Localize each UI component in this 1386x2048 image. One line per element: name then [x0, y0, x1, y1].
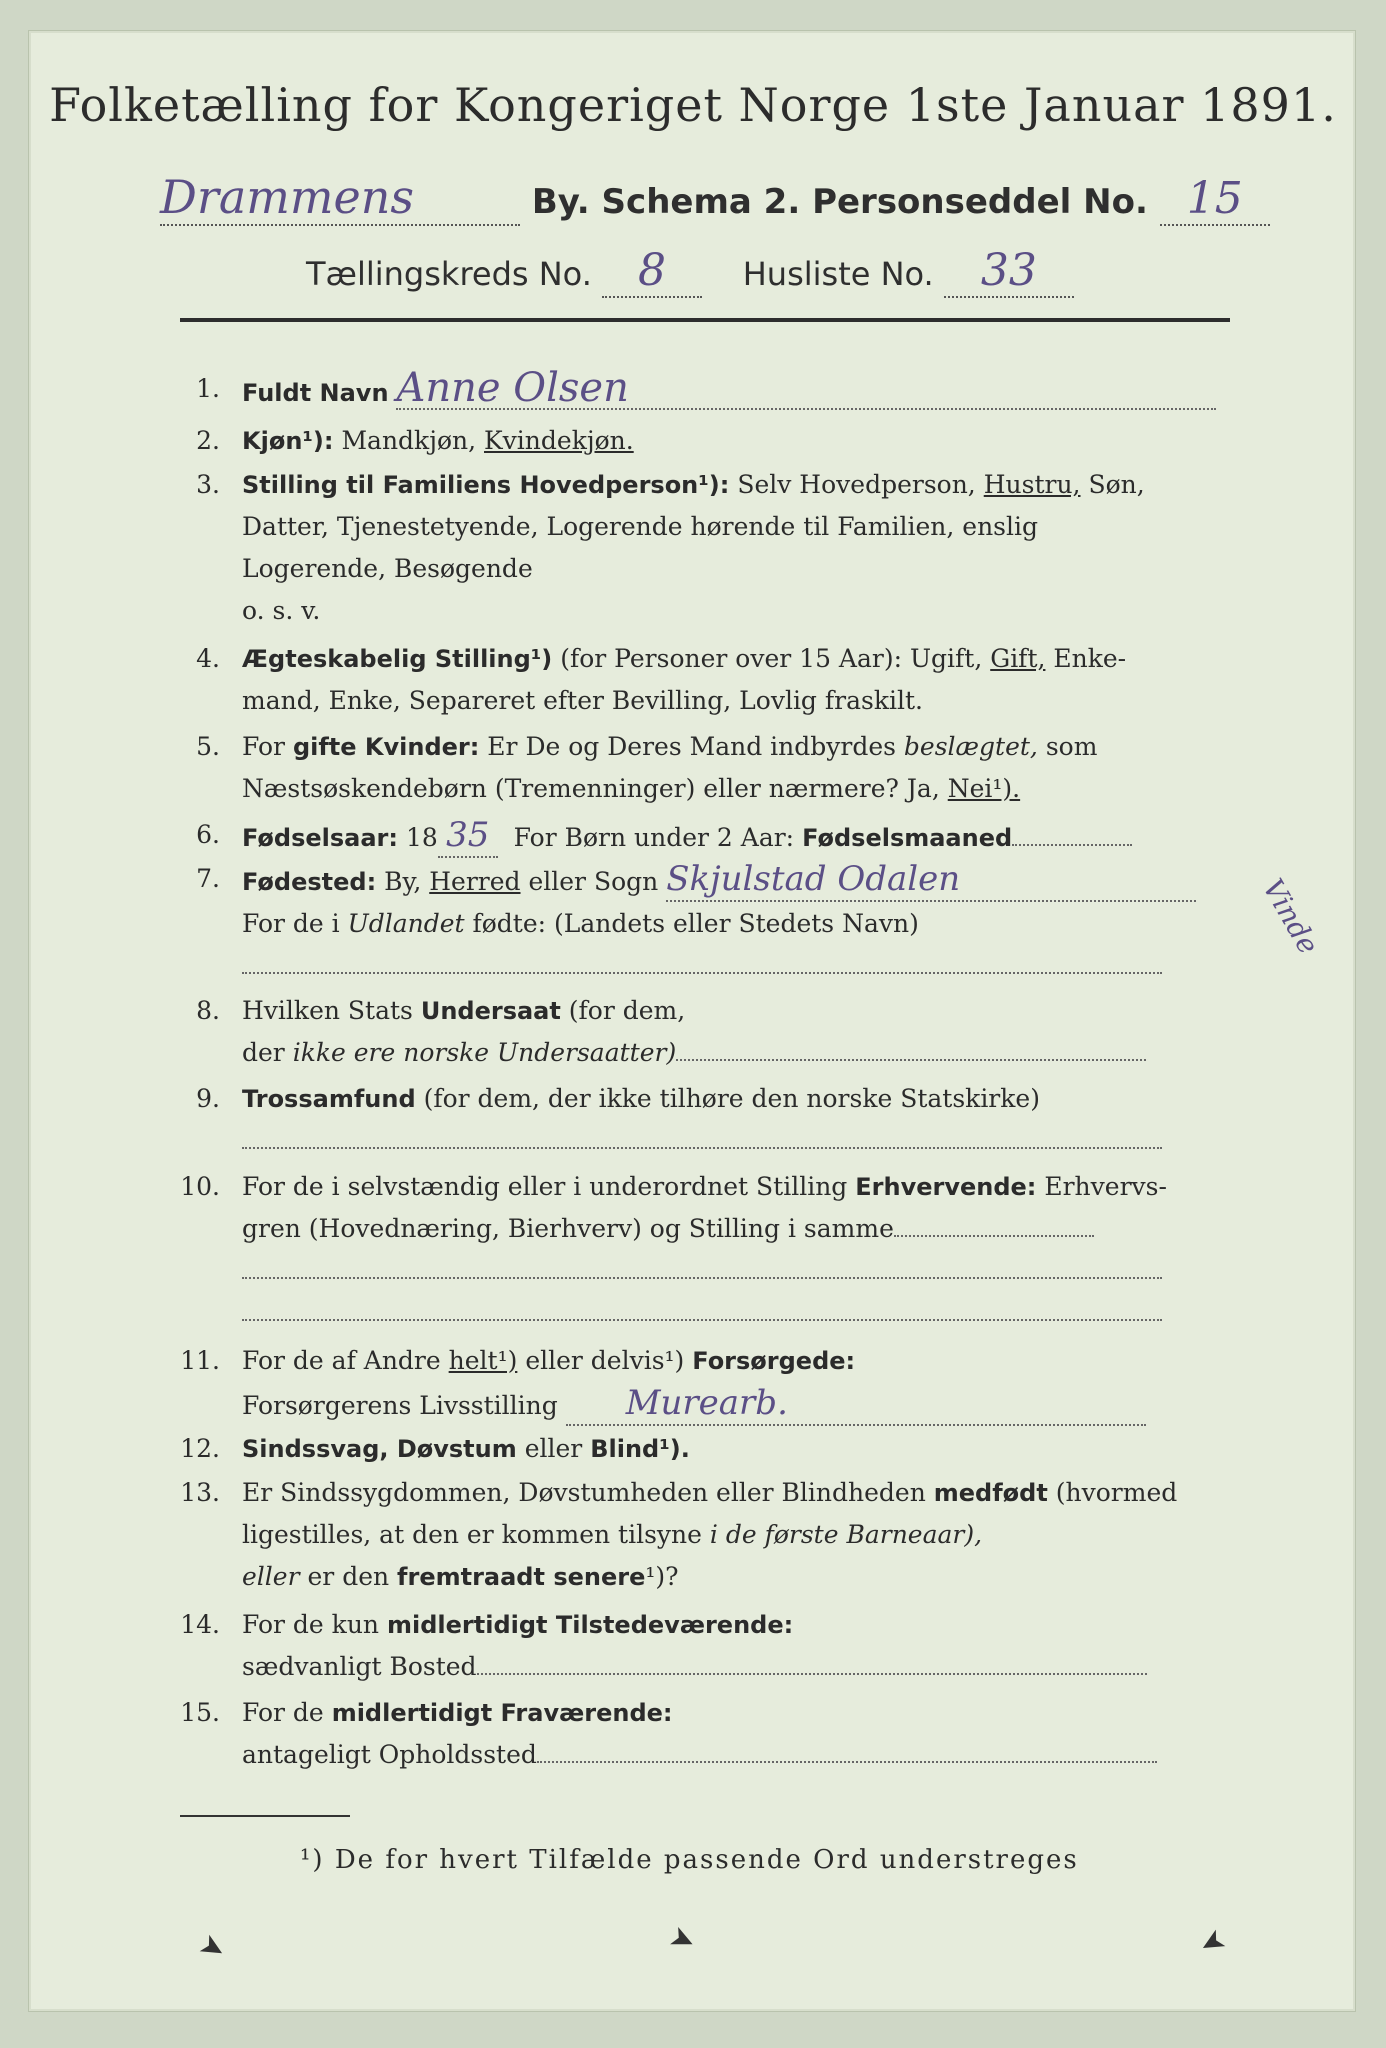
item-1-full-name: 1. Fuldt Navn Anne Olsen — [160, 368, 1230, 418]
position-selected: Hustru, — [983, 470, 1081, 499]
corner-mark-center: ➤ — [663, 1918, 702, 1961]
schema-label: By. Schema 2. Personseddel No. — [531, 182, 1148, 222]
kreds-number: 8 — [602, 245, 702, 298]
personseddel-number: 15 — [1160, 173, 1270, 226]
name-handwritten: Anne Olsen — [396, 368, 1216, 410]
gender-selected: Kvindekjøn. — [484, 426, 634, 455]
birth-year-handwritten: 35 — [438, 814, 498, 858]
kreds-line — [306, 245, 1074, 298]
birthplace-handwritten: Skjulstad Odalen — [666, 858, 1196, 902]
footnote: ¹) De for hvert Tilfælde passende Ord understreges — [300, 1845, 1079, 1875]
provider-occupation-handwritten: Murearb. — [566, 1382, 1146, 1426]
marital-selected: Gift, — [990, 644, 1046, 673]
footnote-rule — [180, 1815, 350, 1817]
corner-mark-right: ➤ — [1192, 1921, 1233, 1964]
husliste-number: 33 — [944, 245, 1074, 298]
kreds-label: Tællingskreds No. — [306, 255, 592, 293]
husliste-label: Husliste No. — [742, 255, 934, 293]
form-title: Folketælling for Kongeriget Norge 1ste Januar 1891. — [49, 78, 1337, 132]
corner-mark-left: ➤ — [192, 1926, 233, 1969]
city-handwritten: Drammens — [160, 170, 520, 226]
birthplace-selected: Herred — [429, 867, 521, 896]
margin-note-handwritten: Vinde — [1256, 873, 1326, 960]
related-selected: Nei¹). — [947, 774, 1021, 803]
header-rule — [180, 318, 1230, 322]
support-selected: helt¹) — [448, 1346, 518, 1375]
schema-line — [160, 170, 1270, 226]
